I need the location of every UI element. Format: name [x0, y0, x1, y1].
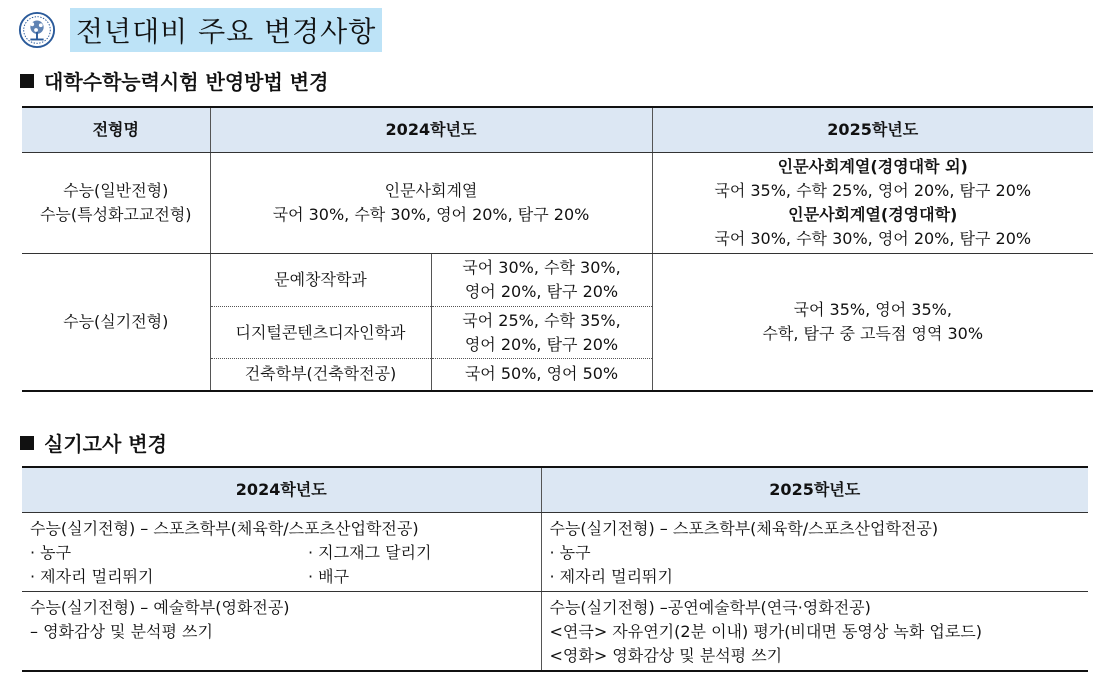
- section-heading-text: 실기고사 변경: [44, 432, 167, 456]
- table-row: [22, 153, 1093, 254]
- page-title: 전년대비 주요 변경사항: [70, 8, 382, 52]
- cell-text-bold: 인문사회계열(경영대학): [788, 205, 958, 224]
- table-header-row: [22, 107, 1093, 153]
- cell-text: 수능(실기전형) –공연예술학부(연극·영화전공): [549, 598, 871, 617]
- cell-text: 국어 25%, 수학 35%,: [462, 310, 621, 330]
- list-item: <영화> 영화감상 및 분석평 쓰기: [549, 646, 783, 665]
- table-row: [22, 513, 1088, 592]
- cell-text: 수능(실기전형) – 예술학부(영화전공): [30, 598, 290, 617]
- ratio-2024-cell: [210, 153, 652, 254]
- item-row: [30, 541, 533, 565]
- cell-text: 수능(실기전형) – 스포츠학부(체육학/스포츠산업학전공): [549, 519, 939, 538]
- cell-text: 영어 20%, 탐구 20%: [464, 334, 619, 354]
- dept-cell: 건축학부(건축학전공): [210, 359, 431, 391]
- square-bullet-icon: [20, 74, 34, 88]
- exam-2025-cell: [541, 592, 1088, 672]
- cell-text: 인문사회계열: [384, 181, 478, 200]
- admission-name-cell: 수능(실기전형): [22, 254, 210, 391]
- ratio-2025-cell: [652, 254, 1093, 391]
- section-heading-text: 대학수학능력시험 반영방법 변경: [44, 70, 329, 94]
- header-cell-2024: 2024학년도: [210, 107, 652, 153]
- cell-text: 영어 20%, 탐구 20%: [464, 282, 619, 301]
- university-seal-logo: [18, 11, 56, 49]
- table-header-row: [22, 467, 1088, 513]
- ratio-2024-cell: [431, 307, 652, 359]
- ratio-2024-cell: [431, 254, 652, 307]
- header-cell-admission: 전형명: [22, 107, 210, 153]
- header-cell-2025: 2025학년도: [541, 467, 1088, 513]
- exam-2024-cell: [22, 513, 541, 592]
- list-item: · 농구: [30, 543, 72, 562]
- cell-text: 수능(실기전형) – 스포츠학부(체육학/스포츠산업학전공): [30, 519, 419, 538]
- item-row: [30, 565, 533, 589]
- ratio-2024-cell: 국어 50%, 영어 50%: [431, 359, 652, 391]
- exam-2025-cell: [541, 513, 1088, 592]
- cell-text: 수학, 탐구 중 고득점 영역 30%: [762, 323, 984, 343]
- section-heading-practical: [20, 428, 167, 457]
- cell-text: 수능(특성화고교전형): [39, 205, 192, 224]
- cell-text: 국어 35%, 수학 25%, 영어 20%, 탐구 20%: [714, 181, 1032, 200]
- cell-text: 국어 35%, 영어 35%,: [793, 299, 952, 319]
- cell-text: 국어 30%, 수학 30%, 영어 20%, 탐구 20%: [272, 205, 590, 224]
- cell-text: 수능(일반전형): [63, 181, 169, 200]
- cell-text-bold: 인문사회계열(경영대학 외): [777, 157, 968, 176]
- suneung-method-table: [22, 106, 1093, 392]
- list-item: – 영화감상 및 분석평 쓰기: [30, 622, 213, 641]
- practical-exam-table: [22, 466, 1088, 672]
- dept-cell: 문예창작학과: [210, 254, 431, 307]
- section-heading-suneung: [20, 66, 328, 95]
- table-row: [22, 254, 1093, 307]
- table-row: [22, 592, 1088, 672]
- header-cell-2024: 2024학년도: [22, 467, 541, 513]
- list-item: · 제자리 멀리뛰기: [30, 567, 154, 586]
- cell-text: 국어 30%, 수학 30%,: [462, 258, 621, 277]
- admission-name-cell: [22, 153, 210, 254]
- list-item: · 배구: [308, 567, 350, 586]
- ratio-2025-cell: [652, 153, 1093, 254]
- dept-cell: 디지털콘텐츠디자인학과: [210, 307, 431, 359]
- page-header: [18, 8, 382, 52]
- list-item: <연극> 자유연기(2분 이내) 평가(비대면 동영상 녹화 업로드): [549, 622, 983, 641]
- square-bullet-icon: [20, 436, 34, 450]
- list-item: · 농구: [549, 543, 591, 562]
- exam-2024-cell: [22, 592, 541, 672]
- list-item: · 제자리 멀리뛰기: [549, 567, 673, 586]
- cell-text: 국어 30%, 수학 30%, 영어 20%, 탐구 20%: [714, 229, 1032, 248]
- header-cell-2025: 2025학년도: [652, 107, 1093, 153]
- list-item: · 지그재그 달리기: [308, 543, 432, 562]
